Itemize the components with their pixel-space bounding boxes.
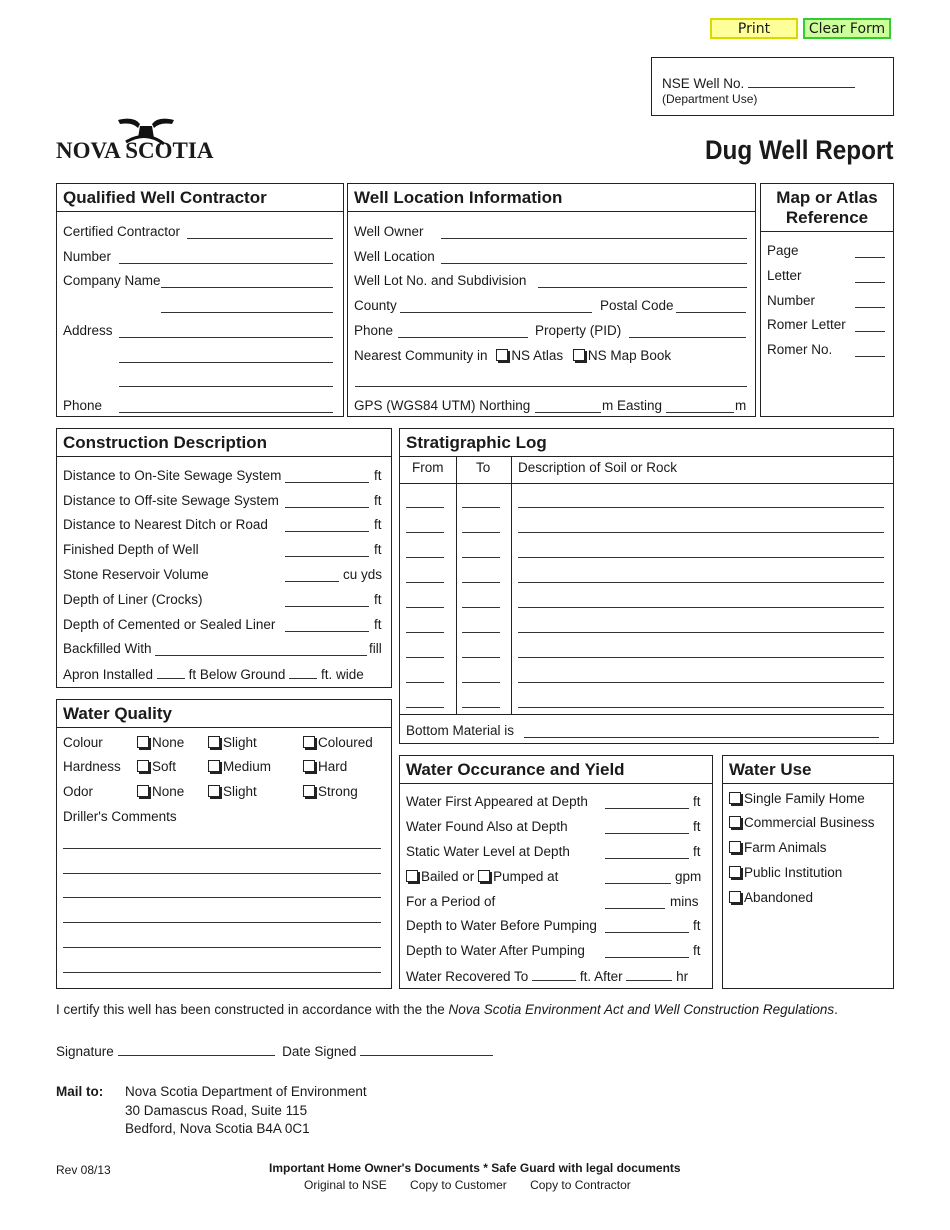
mapref-number-field[interactable] [855, 307, 885, 308]
postal-field[interactable] [676, 312, 746, 313]
c-row-7-field[interactable] [155, 655, 367, 656]
yield-section [399, 755, 713, 989]
certified-field[interactable] [187, 238, 333, 239]
rec-hr-label: hr [676, 969, 689, 984]
use-farm-label: Farm Animals [744, 840, 827, 855]
strat-desc-field[interactable] [518, 707, 884, 708]
strat-to-field[interactable] [462, 582, 500, 583]
comments-line-3[interactable] [63, 897, 381, 898]
colour-slight-label: Slight [223, 735, 257, 750]
before-field[interactable] [605, 932, 689, 933]
contractor-heading: Qualified Well Contractor [57, 184, 343, 212]
number-label: Number [63, 249, 112, 264]
construction-heading: Construction Description [57, 429, 391, 457]
gps-label: GPS (WGS84 UTM) Northing [354, 398, 531, 413]
also-label: Water Found Also at Depth [406, 819, 568, 834]
signature-field[interactable] [118, 1043, 275, 1056]
strat-to-field[interactable] [462, 657, 500, 658]
strat-desc-field[interactable] [518, 507, 884, 508]
mapref-page: Page [767, 243, 799, 258]
after-field[interactable] [605, 957, 689, 958]
odor-none-checkbox[interactable] [137, 785, 149, 797]
use-commercial-checkbox[interactable] [729, 816, 741, 828]
easting-label: m Easting [602, 398, 663, 413]
apron-wide-label: ft. wide [320, 667, 364, 682]
address-field-2[interactable] [119, 362, 333, 363]
c-row-0-unit: ft [374, 468, 382, 483]
before-unit: ft [693, 918, 701, 933]
hardness-medium-checkbox[interactable] [208, 760, 220, 772]
yield-heading: Water Occurance and Yield [400, 756, 712, 784]
phone2-label: Phone [354, 323, 394, 338]
c-row-2-label: Distance to Nearest Ditch or Road [63, 517, 268, 532]
odor-none-label: None [152, 784, 185, 799]
company-field[interactable] [161, 287, 333, 288]
logo-text: NOVA SCOTIA [56, 138, 214, 163]
lot-field[interactable] [538, 287, 747, 288]
rev-label: Rev 08/13 [56, 1163, 111, 1177]
static-label: Static Water Level at Depth [406, 844, 570, 859]
mail-line-1: Nova Scotia Department of Environment [125, 1084, 367, 1099]
ns-atlas-checkbox[interactable] [496, 349, 508, 361]
use-abandoned-label: Abandoned [744, 890, 814, 905]
hardness-hard-checkbox[interactable] [303, 760, 315, 772]
strat-from-field[interactable] [406, 632, 444, 633]
bottom-field[interactable] [524, 737, 879, 738]
nse-sub: (Department Use) [662, 92, 758, 106]
c-row-5-unit: ft [374, 592, 382, 607]
mapref-letter-field[interactable] [855, 282, 885, 283]
strat-desc-field[interactable] [518, 632, 884, 633]
hardness-soft-label: Soft [152, 759, 177, 774]
strat-from-field[interactable] [406, 607, 444, 608]
page-title: Dug Well Report [705, 135, 894, 165]
certify-statement: I certify this well has been constructed in accordance with the the Nova Scotia Environment Act and Well Construction Regulations. [56, 1002, 838, 1017]
strat-heading: Stratigraphic Log [400, 429, 893, 457]
strat-section [399, 428, 894, 744]
certified-label: Certified Contractor [63, 224, 181, 239]
hardness-hard-label: Hard [318, 759, 348, 774]
rec-ft-label: ft. After [579, 969, 623, 984]
comments-line-6[interactable] [63, 972, 381, 973]
bailed-checkbox[interactable] [406, 870, 418, 882]
well-location-label: Well Location [354, 249, 435, 264]
use-public-label: Public Institution [744, 865, 843, 880]
strat-to: To [476, 460, 491, 475]
mapref-romer-no-field[interactable] [855, 356, 885, 357]
contractor-section [56, 183, 344, 417]
c-row-1-unit: ft [374, 493, 382, 508]
c-row-1-field[interactable] [285, 507, 369, 508]
c-row-7-unit: fill [369, 641, 382, 656]
atlas-label: NS Atlas [511, 348, 564, 363]
hardness-label: Hardness [63, 759, 121, 774]
mapref-number: Number [767, 293, 816, 308]
company-field-2[interactable] [161, 312, 333, 313]
phone-label: Phone [63, 398, 103, 413]
mail-label: Mail to: [56, 1084, 104, 1099]
use-single-family-label: Single Family Home [744, 791, 865, 806]
address-label: Address [63, 323, 113, 338]
use-public-checkbox[interactable] [729, 866, 741, 878]
also-field[interactable] [605, 833, 689, 834]
strat-to-field[interactable] [462, 557, 500, 558]
mapref-page-field[interactable] [855, 257, 885, 258]
pid-field[interactable] [629, 337, 746, 338]
rec-hr-field[interactable] [626, 968, 672, 981]
mail-line-2: 30 Damascus Road, Suite 115 [125, 1103, 308, 1118]
hardness-soft-checkbox[interactable] [137, 760, 149, 772]
before-label: Depth to Water Before Pumping [406, 918, 597, 933]
strat-from-field[interactable] [406, 582, 444, 583]
use-farm-checkbox[interactable] [729, 841, 741, 853]
c-row-1-label: Distance to Off-site Sewage System [63, 493, 279, 508]
c-row-6-field[interactable] [285, 631, 369, 632]
c-row-4-unit: cu yds [343, 567, 383, 582]
colour-coloured-label: Coloured [318, 735, 373, 750]
quality-section [56, 699, 392, 989]
bailed-label: Bailed or [421, 869, 475, 884]
mapref-romer-letter: Romer Letter [767, 317, 846, 332]
clear-form-button[interactable]: Clear Form [803, 18, 891, 39]
strat-to-field[interactable] [462, 532, 500, 533]
county-label: County [354, 298, 397, 313]
comments-line-5[interactable] [63, 947, 381, 948]
comments-label: Driller's Comments [63, 809, 177, 824]
construction-section [56, 428, 392, 688]
also-unit: ft [693, 819, 701, 834]
strat-to-field[interactable] [462, 707, 500, 708]
c-row-0-field[interactable] [285, 482, 369, 483]
mapref-letter: Letter [767, 268, 802, 283]
apron-wide-field[interactable] [289, 666, 317, 679]
strat-from-field[interactable] [406, 682, 444, 683]
strat-from-field[interactable] [406, 507, 444, 508]
company-label: Company Name [63, 273, 161, 288]
use-heading: Water Use [723, 756, 893, 784]
colour-label: Colour [63, 735, 103, 750]
colour-coloured-checkbox[interactable] [303, 736, 315, 748]
c-row-3-field[interactable] [285, 556, 369, 557]
strat-desc-field[interactable] [518, 657, 884, 658]
pid-label: Property (PID) [535, 323, 622, 338]
after-label: Depth to Water After Pumping [406, 943, 585, 958]
c-row-0-label: Distance to On-Site Sewage System [63, 468, 282, 483]
odor-label: Odor [63, 784, 94, 799]
mins-unit: mins [670, 894, 699, 909]
c-row-3-unit: ft [374, 542, 382, 557]
date-field[interactable] [360, 1043, 493, 1056]
gpm-unit: gpm [675, 869, 702, 884]
signature-label: Signature [56, 1044, 114, 1059]
mapref-romer-no: Romer No. [767, 342, 833, 357]
c-row-6-unit: ft [374, 617, 382, 632]
ns-mapbook-checkbox[interactable] [573, 349, 585, 361]
mapref-section [760, 183, 894, 417]
c-row-7-label: Backfilled With [63, 641, 152, 656]
apron-ft-label: ft Below Ground [188, 667, 286, 682]
comments-line-4[interactable] [63, 922, 381, 923]
quality-heading: Water Quality [57, 700, 391, 728]
copies-note: Original to NSE Copy to Customer Copy to Contractor [304, 1178, 631, 1192]
nse-label: NSE Well No. [662, 76, 745, 91]
c-row-3-label: Finished Depth of Well [63, 542, 199, 557]
nse-box [651, 57, 894, 116]
colour-none-label: None [152, 735, 185, 750]
nearest-field[interactable] [355, 386, 747, 387]
postal-label: Postal Code [600, 298, 674, 313]
phone-field[interactable] [119, 412, 333, 413]
first-field[interactable] [605, 808, 689, 809]
pumped-field[interactable] [605, 883, 671, 884]
use-section [722, 755, 894, 989]
easting-field[interactable] [666, 412, 734, 413]
phone2-field[interactable] [398, 337, 528, 338]
hardness-medium-label: Medium [223, 759, 272, 774]
use-commercial-label: Commercial Business [744, 815, 875, 830]
odor-slight-label: Slight [223, 784, 257, 799]
mail-line-3: Bedford, Nova Scotia B4A 0C1 [125, 1121, 310, 1136]
strat-from-field[interactable] [406, 532, 444, 533]
lot-label: Well Lot No. and Subdivision [354, 273, 527, 288]
bottom-label: Bottom Material is [406, 723, 515, 738]
strat-desc-field[interactable] [518, 682, 884, 683]
number-field[interactable] [119, 263, 333, 264]
colour-slight-checkbox[interactable] [208, 736, 220, 748]
strat-from: From [412, 460, 444, 475]
comments-line-2[interactable] [63, 873, 381, 874]
strat-from-field[interactable] [406, 557, 444, 558]
c-row-5-label: Depth of Liner (Crocks) [63, 592, 203, 607]
date-label: Date Signed [282, 1044, 357, 1059]
strat-desc-field[interactable] [518, 582, 884, 583]
strat-from-field[interactable] [406, 707, 444, 708]
strat-to-field[interactable] [462, 632, 500, 633]
odor-strong-label: Strong [318, 784, 358, 799]
county-field[interactable] [400, 312, 592, 313]
pumped-label: Pumped at [493, 869, 559, 884]
period-field[interactable] [605, 908, 665, 909]
first-label: Water First Appeared at Depth [406, 794, 588, 809]
odor-strong-checkbox[interactable] [303, 785, 315, 797]
recovered-field[interactable] [532, 968, 576, 981]
strat-desc-field[interactable] [518, 607, 884, 608]
address-field-3[interactable] [119, 386, 333, 387]
colour-none-checkbox[interactable] [137, 736, 149, 748]
first-unit: ft [693, 794, 701, 809]
use-single-family-checkbox[interactable] [729, 792, 741, 804]
use-abandoned-checkbox[interactable] [729, 891, 741, 903]
strat-desc-field[interactable] [518, 557, 884, 558]
m-label: m [735, 398, 747, 413]
comments-line-1[interactable] [63, 848, 381, 849]
well-location-field[interactable] [441, 263, 747, 264]
print-button[interactable]: Print [710, 18, 798, 39]
mapref-romer-letter-field[interactable] [855, 331, 885, 332]
c-row-2-field[interactable] [285, 531, 369, 532]
apron-field[interactable] [157, 666, 185, 679]
address-field-1[interactable] [119, 337, 333, 338]
strat-to-field[interactable] [462, 607, 500, 608]
period-label: For a Period of [406, 894, 496, 909]
mapbook-label: NS Map Book [587, 348, 672, 363]
strat-desc-field[interactable] [518, 532, 884, 533]
static-field[interactable] [605, 858, 689, 859]
recovered-label: Water Recovered To [406, 969, 529, 984]
owner-label: Well Owner [354, 224, 424, 239]
c-row-2-unit: ft [374, 517, 382, 532]
signature-row [56, 1043, 493, 1059]
strat-desc: Description of Soil or Rock [518, 460, 678, 475]
strat-from-field[interactable] [406, 657, 444, 658]
c-row-5-field[interactable] [285, 606, 369, 607]
after-unit: ft [693, 943, 701, 958]
c-row-4-field[interactable] [285, 581, 339, 582]
nearest-label: Nearest Community in [354, 348, 488, 363]
pumped-checkbox[interactable] [478, 870, 490, 882]
mapref-heading: Map or Atlas Reference [761, 184, 893, 232]
c-row-6-label: Depth of Cemented or Sealed Liner [63, 617, 276, 632]
odor-slight-checkbox[interactable] [208, 785, 220, 797]
strat-to-field[interactable] [462, 507, 500, 508]
northing-field[interactable] [535, 412, 601, 413]
owner-field[interactable] [441, 238, 747, 239]
strat-to-field[interactable] [462, 682, 500, 683]
location-heading: Well Location Information [348, 184, 755, 212]
static-unit: ft [693, 844, 701, 859]
location-section [347, 183, 756, 417]
c-row-4-label: Stone Reservoir Volume [63, 567, 209, 582]
apron-label: Apron Installed [63, 667, 154, 682]
important-notice: Important Home Owner's Documents * Safe Guard with legal documents [269, 1161, 681, 1175]
